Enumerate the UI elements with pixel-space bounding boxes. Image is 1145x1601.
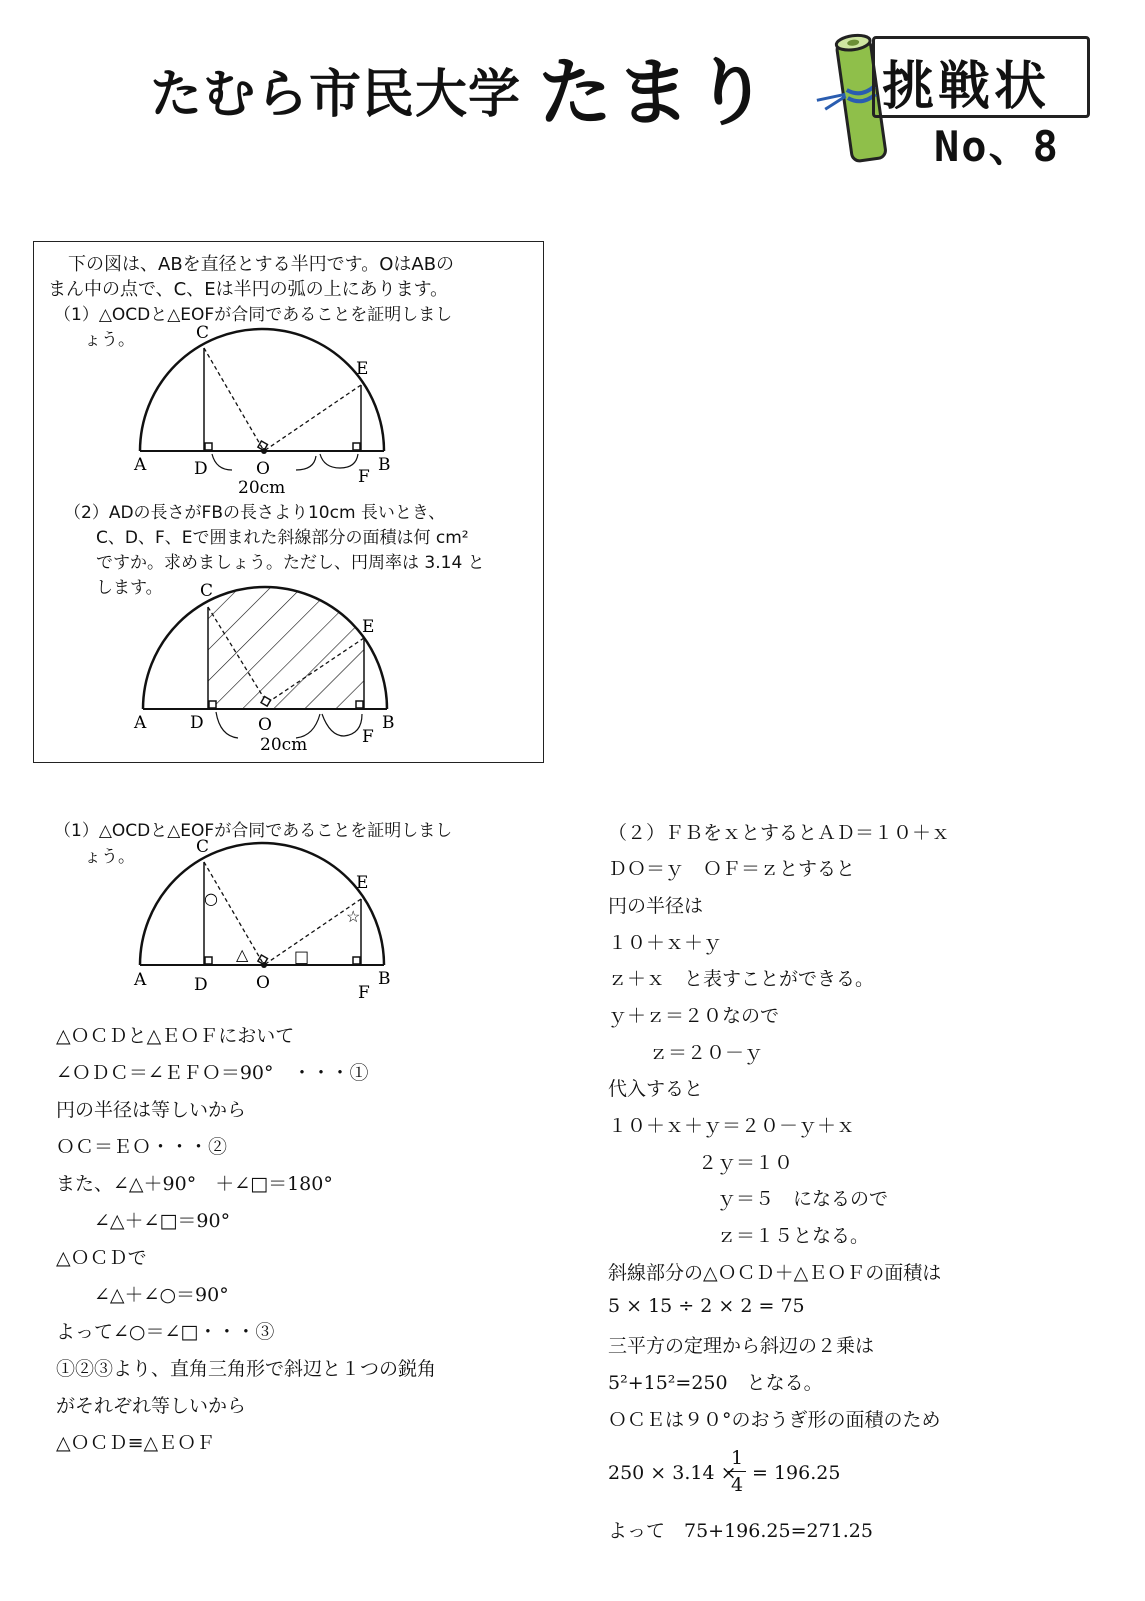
label-E: E: [356, 359, 369, 379]
calc-line-1: （２）ＦＢをｘとするとＡＤ＝１０＋ｘ: [608, 822, 951, 844]
label-D: D: [194, 975, 208, 995]
calc-line-6: ｙ＋ｚ＝２０なので: [608, 1005, 780, 1027]
proof-line-4: ＯＣ＝ＥＯ・・・②: [56, 1136, 228, 1158]
problem-q1-1: （1）△OCDと△EOFが合同であることを証明しまし: [54, 305, 453, 325]
formula-denominator: 4: [730, 1474, 744, 1496]
label-F: F: [358, 467, 370, 487]
calc-line-15: 三平方の定理から斜辺の２乗は: [608, 1335, 875, 1357]
calc-final: よって 75+196.25=271.25: [608, 1520, 873, 1542]
challenge-badge-text: 挑戦状: [882, 57, 1051, 117]
problem-intro-2: まん中の点で、C、Eは半円の弧の上にあります。: [48, 279, 449, 300]
calc-line-9: １０＋ｘ＋ｙ＝２０－ｙ＋ｘ: [608, 1115, 856, 1137]
mark-square: □: [294, 947, 310, 966]
label-A: A: [134, 455, 147, 475]
label-D: D: [194, 459, 208, 479]
label-dim: 20cm: [238, 478, 286, 498]
proof-line-3: 円の半径は等しいから: [56, 1099, 247, 1121]
calc-line-14: 5 × 15 ÷ 2 × 2 = 75: [608, 1295, 805, 1317]
label-E: E: [362, 617, 375, 637]
formula-left: 250 × 3.14 ×: [608, 1462, 737, 1484]
proof-line-6: ∠△＋∠□＝90°: [56, 1210, 231, 1232]
proof-line-10: ①②③より、直角三角形で斜辺と１つの鋭角: [56, 1358, 437, 1380]
label-dim: 20cm: [260, 735, 308, 755]
answer1-title-1: （1）△OCDと△EOFが合同であることを証明しまし: [54, 821, 453, 841]
label-D: D: [190, 713, 204, 733]
formula-numerator: 1: [730, 1447, 744, 1469]
label-O: O: [256, 459, 270, 479]
header-title-right: たまり: [538, 50, 772, 136]
answer1-title-2: ょう。: [84, 847, 135, 867]
formula-right: = 196.25: [752, 1462, 841, 1484]
calc-line-8: 代入すると: [608, 1078, 704, 1100]
label-O: O: [258, 715, 272, 735]
label-B: B: [378, 969, 391, 989]
problem-q2-2: C、D、F、Eで囲まれた斜線部分の面積は何 cm²: [96, 528, 469, 548]
problem-intro-1: 下の図は、ABを直径とする半円です。OはABの: [68, 254, 455, 275]
label-A: A: [134, 713, 147, 733]
label-F: F: [362, 727, 374, 747]
figure-semicircle-answer: [120, 832, 410, 1002]
mark-triangle: △: [236, 945, 249, 964]
figure-semicircle-1: [120, 318, 410, 498]
fraction-bar: [728, 1471, 746, 1472]
label-O: O: [256, 973, 270, 993]
label-E: E: [356, 873, 369, 893]
formula-fraction: [728, 1446, 746, 1497]
calc-line-11: ｙ＝５ になるので: [660, 1188, 889, 1210]
calc-line-16: 5²+15²=250 となる。: [608, 1372, 823, 1394]
proof-line-12: △ＯＣＤ≡△ＥＯＦ: [56, 1432, 216, 1454]
label-F: F: [358, 983, 370, 1002]
problem-q2-1: （2）ADの長さがFBの長さより10cm 長いとき、: [64, 503, 446, 523]
proof-line-7: △ＯＣＤで: [56, 1247, 147, 1269]
issue-number: No、8: [934, 122, 1060, 171]
mark-circle: ○: [204, 889, 218, 908]
label-B: B: [382, 713, 395, 733]
proof-line-1: △ＯＣＤと△ＥＯＦにおいて: [56, 1025, 295, 1047]
label-A: A: [134, 970, 147, 990]
header-title-left: たむら市民大学: [150, 65, 522, 125]
calc-line-2: ＤＯ＝ｙ ＯＦ＝ｚとすると: [608, 858, 856, 880]
calc-line-17: ＯＣＥは９０°のおうぎ形の面積のため: [608, 1409, 941, 1431]
calc-line-13: 斜線部分の△ＯＣＤ＋△ＥＯＦの面積は: [608, 1262, 942, 1284]
proof-line-11: がそれぞれ等しいから: [56, 1395, 247, 1417]
calc-line-4: １０＋ｘ＋ｙ: [608, 932, 723, 954]
mark-star: ☆: [346, 907, 361, 926]
proof-line-2: ∠ＯＤＣ＝∠ＥＦＯ＝90° ・・・①: [56, 1062, 369, 1084]
proof-line-8: ∠△＋∠○＝90°: [56, 1284, 229, 1306]
calc-line-7: ｚ＝２０－ｙ: [630, 1042, 764, 1064]
problem-q2-3: ですか。求めましょう。ただし、円周率は 3.14 と: [96, 553, 485, 573]
figure-semicircle-2: [126, 576, 416, 758]
problem-q1-2: ょう。: [84, 330, 135, 350]
calc-line-10: ２ｙ＝１０: [660, 1152, 794, 1174]
label-C: C: [200, 581, 214, 601]
proof-line-9: よって∠○＝∠□・・・③: [56, 1321, 275, 1343]
problem-q2-4: します。: [96, 578, 163, 598]
label-C: C: [196, 837, 210, 857]
label-B: B: [378, 455, 391, 475]
calc-line-3: 円の半径は: [608, 895, 704, 917]
calc-line-5: ｚ＋ｘ と表すことができる。: [608, 968, 875, 990]
label-C: C: [196, 323, 210, 343]
proof-line-5: また、∠△＋90° ＋∠□＝180°: [56, 1173, 333, 1195]
calc-line-12: ｚ＝１５となる。: [660, 1225, 870, 1247]
